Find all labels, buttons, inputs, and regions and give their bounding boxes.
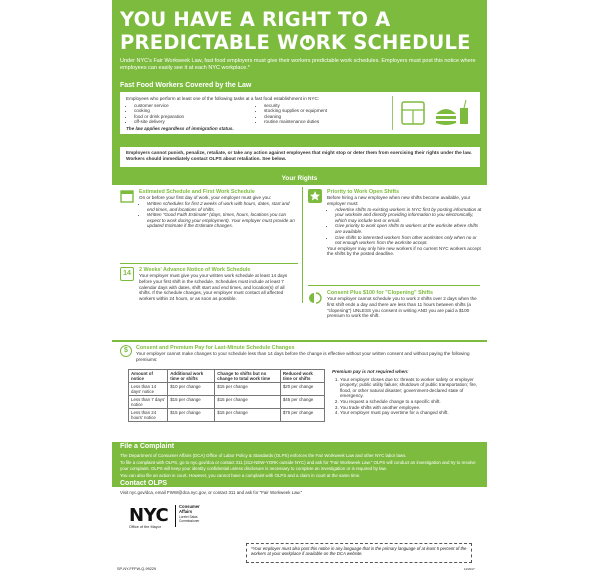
notice-poster [112,0,487,580]
list-item: 3. You trade shifts with another employee. [340,405,482,411]
list-item: 1. Your employer closes due to: threats to worker safety or employer property; public utility failure; shutdown of public transportation; fire, flood, or other natural disaster; government-declared state of emergency. [340,377,482,399]
retaliation-notice: Employers cannot punish, penalize, retaliate, or take any action against employees that might stop or deter them from exercising their rights under the law. Workers should immediately contact OLPS about retaliation. See below. [120,147,480,167]
list-item: • Give shifts to interested workers from other worksites only when no or not enough workers from the worksite accept. [335,235,482,246]
contact-body: Visit nyc.gov/dca, email FWW@dca.nyc.gov, or contact 311 and ask for "Fair Workweek Law." [120,490,303,495]
list-item: • cooking [134,108,246,114]
clopening-heading: Consent Plus $100 for "Clopening" Shifts [327,290,434,296]
column-header: Amount of notice [129,370,168,383]
premium-table [128,369,325,422]
list-item: 2. You request a schedule change to a specific shift. [340,399,482,405]
priority-heading: Priority to Work Open Shifts [327,189,400,195]
footnote-box: *Your employer must also post this notice in any language that is the primary language of at least 5 percent of the workers at your workplace if available on the DCA website. [246,543,472,563]
priority-list [327,207,482,246]
table-header-row [129,370,325,383]
clopening-body: Your employer cannot schedule you to work 2 shifts over 2 days when the first shift ends a day and there are less than 11 hours between shifts (a "clopening") UNLESS you consent in writing AND you are paid a $100 premium to work the shift. [327,296,477,319]
priority-tail: Your employer may only hire new workers if no current NYC workers accept the shifts by the posted deadline. [327,245,481,257]
dollar-icon: $ [120,345,132,357]
footer [112,487,487,580]
premium-heading: Consent and Premium Pay for Last-Minute Schedule Changes [136,345,295,351]
estimated-heading: Estimated Schedule and First Work Schedule [139,189,255,195]
exceptions-heading: Premium pay is not required when: [332,369,409,374]
rights-panel [112,185,487,340]
list-item: • food or drink preparation [134,114,246,120]
office-label: Office of the Mayor [129,525,162,529]
food-workers-icon [392,96,472,130]
clock-gear-icon [300,35,315,50]
estimated-lead: On or before your first day of work, your employer must give you: [139,195,271,201]
covered-heading: Fast Food Workers Covered by the Law [120,82,252,89]
premium-exceptions [332,369,482,416]
premium-lead: Your employer cannot make changes to your schedule less than 14 days before the change is effective without your written consent and without paying the following premiums: [136,351,470,362]
exceptions-list [332,377,482,416]
list-item: • Written schedules for first 2 weeks of work with hours, dates, start and end times, and locations of shifts. [147,201,297,212]
covered-note: The law applies regardless of immigration status. [126,125,234,131]
table-row: Less than 24 hours' notice $15 per change $15 per change $75 per change [129,409,325,422]
table-row: Less than 7 days' notice $15 per change $15 per change $45 per change [129,396,325,409]
column-header: Reduced work time or shifts [280,370,324,383]
list-item: • Advertise shifts to existing workers in NYC first by posting information at your worksite and directly providing information to you electronically, which may include text or email. [335,207,482,224]
title-line-2: PREDICTABLE W RK SCHEDULE [120,31,471,54]
commissioner-label: Lorelei Salas Commissioner [179,515,200,523]
list-item: 4. Your employer must pay overtime for a changed shift. [340,410,482,416]
intro-text: Under NYC's Fair Workweek Law, fast food employers must give their workers predictable work schedules. Employers must post this notice where employees can easily see it at each NYC workplace.* [120,58,476,71]
priority-lead: Before hiring a new employee when new shifts become available, your employer must: [327,195,471,206]
premium-panel [112,342,487,442]
divider [175,505,176,527]
estimated-list [139,201,297,229]
list-item: • customer service [134,103,246,109]
advance-heading: 2 Weeks' Advance Notice of Work Schedule [139,267,251,273]
clopening-icon [308,291,322,305]
list-item: • security [264,103,376,109]
covered-list-2 [256,103,376,125]
dept-label: Consumer Affairs [179,504,200,514]
list-item: • Written "Good Faith Estimate" (days, times, hours, locations you can expect to work during your employment). Your employer must provide an updated Estimate if the Estimate changes. [147,212,297,229]
advance-body: Your employer must give you your written work schedule at least 14 days before your first shift in the schedule. Schedules must include at least 7 calendar days with dates, shift start and end times, and location(s) of all shifts. If the schedule changes, your employer must contact all affected workers within 24 hours, or as soon as possible. [139,273,288,301]
star-icon [308,189,322,203]
divider [302,187,303,303]
complaint-body: The Department of Consumer Affairs (DCA) Office of Labor Policy & Standards (OLPS) enforces the Fair Workweek Law and other NYC labor laws. To file a complaint with OLPS, go to nyc.gov/dca or contact 311 (212-NEW-YORK outside NYC) and ask for "Fair Workweek Law." OLPS will conduct an investigation and try to resolve your complaint. OLPS will keep your identity confidential unless disclosure is necessary to complete an investigation or is required by law. You can also file an action in court. However, you cannot have a complaint with OLPS and a claim in court at the same time. [120,453,476,478]
complaint-heading: File a Complaint [120,443,175,450]
list-item: • off-site delivery [134,119,246,125]
poster-title [120,8,482,54]
column-header: Change to shifts but no change to total work time [215,370,281,383]
title-line-1: YOU HAVE A RIGHT TO A [120,8,391,31]
list-item: • routine maintenance duties [264,119,376,125]
column-header: Additional work time or shifts [168,370,215,383]
calendar-14-icon: 14 [120,267,134,281]
divider [308,285,480,286]
covered-panel [120,92,480,134]
rights-banner: Your Rights [112,173,487,185]
calendar-icon [120,189,134,203]
list-item: • Give priority to work open shifts to workers at the worksite where shifts are available. [335,223,482,234]
covered-list-1 [126,103,246,125]
date-code: 11/2017 [464,567,475,571]
list-item: • stocking supplies or equipment [264,108,376,114]
contact-heading: Contact OLPS [120,480,168,487]
covered-lead: Employees who perform at least one of the following tasks at a fast food establishment in NYC: [126,96,320,101]
list-item: • cleaning [264,114,376,120]
form-code: SP-NY-FFFW-Q-99229 [117,567,157,571]
table-row: Less than 14 days' notice $10 per change $15 per change $20 per change [129,383,325,396]
divider [120,263,298,264]
nyc-logo: NYC [129,505,169,526]
